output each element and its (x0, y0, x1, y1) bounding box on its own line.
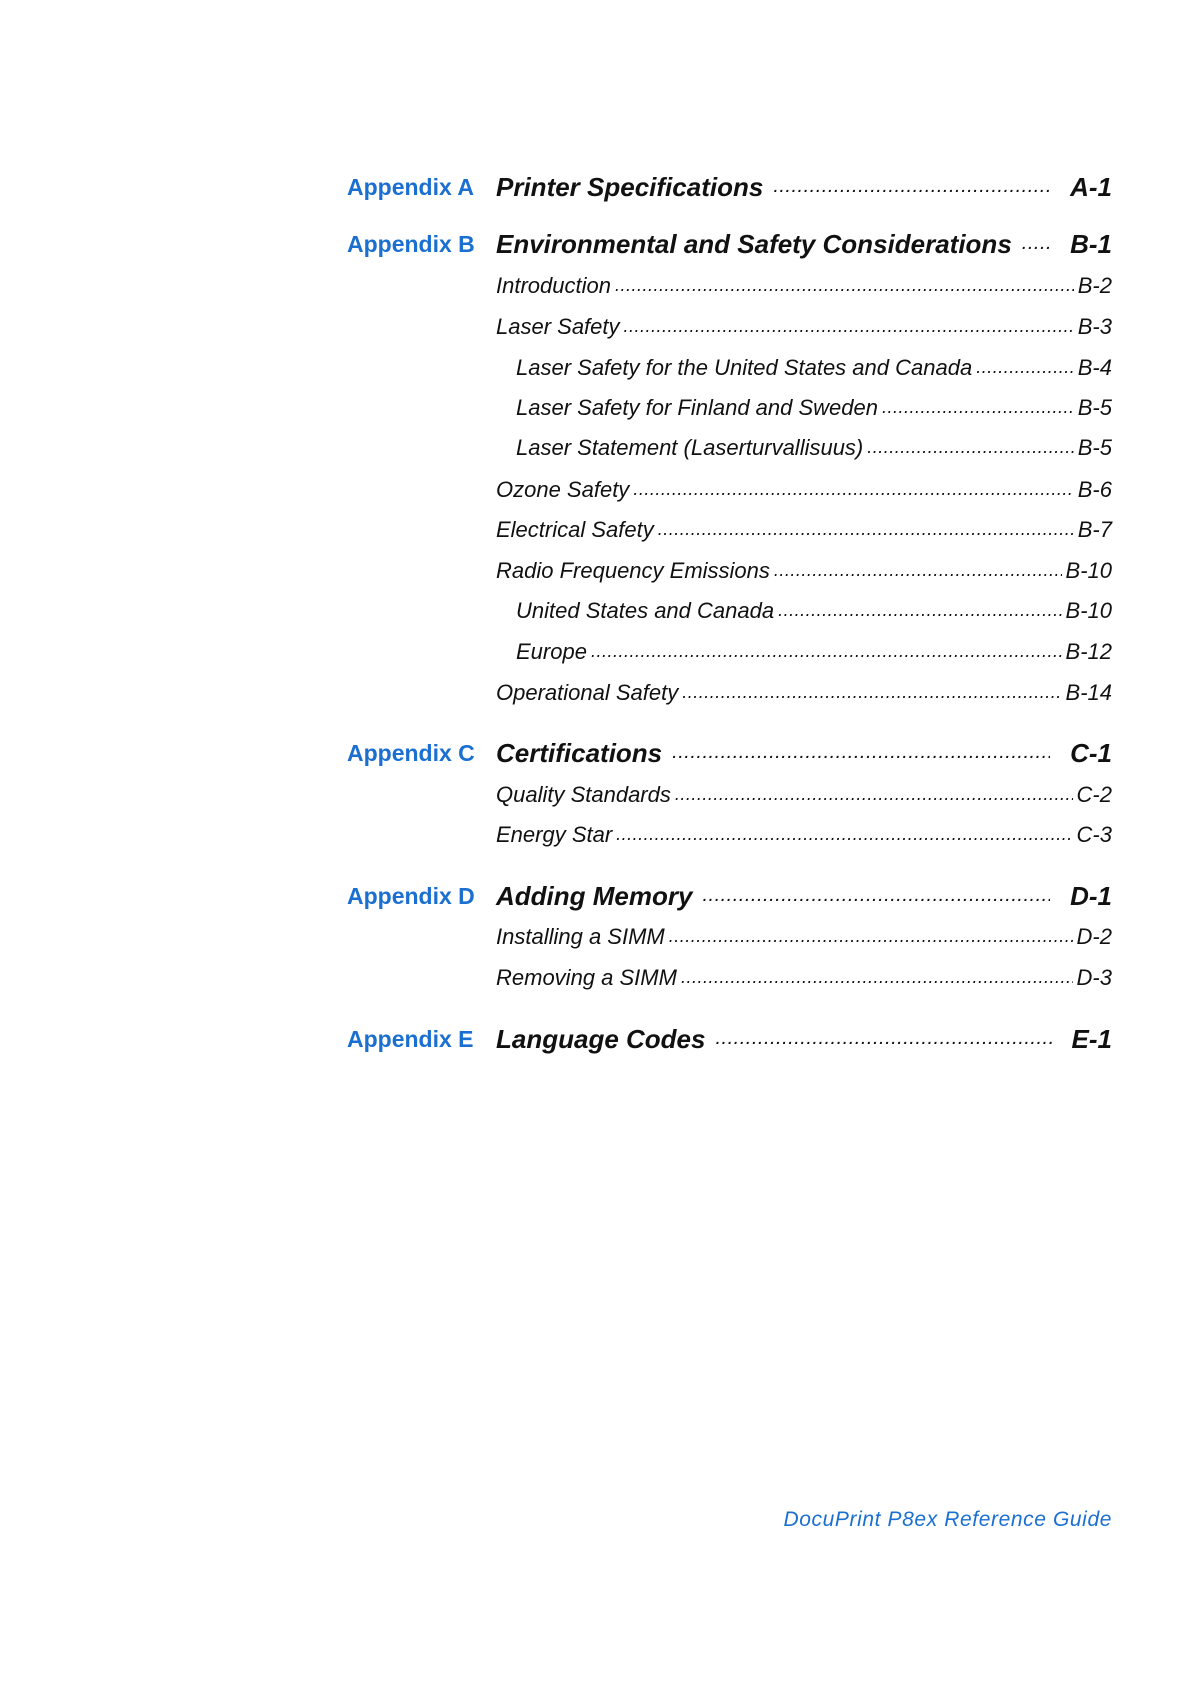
toc-entry[interactable] (0, 470, 1191, 510)
appendix-label: Appendix E (347, 1026, 474, 1052)
dot-leader (624, 307, 1074, 347)
entry-title: Laser Safety for the United States and Canada (516, 355, 973, 380)
dot-leader (867, 428, 1073, 468)
entry-title: Europe (516, 639, 587, 664)
entry-title: Energy Star (496, 822, 613, 847)
toc-chapter-appendix-a[interactable] (0, 167, 1191, 207)
page-number: E-1 (1071, 1023, 1112, 1054)
page-number: C-2 (1076, 782, 1112, 807)
toc-subentry[interactable] (0, 428, 1191, 468)
dot-leader (976, 348, 1074, 388)
entry-title: Ozone Safety (496, 477, 630, 502)
toc-chapter-entry[interactable] (496, 167, 1112, 207)
toc-entry-link[interactable] (496, 673, 1112, 713)
toc-subentry[interactable] (0, 388, 1191, 428)
dot-leader (773, 167, 1050, 207)
entry-title: Radio Frequency Emissions (496, 558, 770, 583)
page-number: B-10 (1065, 558, 1112, 583)
toc-chapter-entry[interactable] (496, 876, 1112, 916)
entry-title: Laser Safety (496, 314, 620, 339)
entry-title: Laser Safety for Finland and Sweden (516, 395, 879, 420)
dot-leader (682, 673, 1061, 713)
page-number: B-12 (1065, 639, 1112, 664)
dot-leader (702, 876, 1050, 916)
dot-leader (675, 775, 1073, 815)
toc-entry[interactable] (0, 673, 1191, 713)
toc-entry[interactable] (0, 307, 1191, 347)
page-number: B-3 (1077, 314, 1112, 339)
chapter-title: Adding Memory (496, 880, 693, 911)
page-number: B-2 (1077, 273, 1112, 298)
page-number: B-5 (1077, 435, 1112, 460)
entry-title: Electrical Safety (496, 517, 654, 542)
toc-entry-link[interactable] (496, 775, 1112, 815)
page-number: B-14 (1065, 680, 1112, 705)
toc-entry-link[interactable] (516, 428, 1112, 468)
toc-entry[interactable] (0, 551, 1191, 591)
entry-title: Operational Safety (496, 680, 679, 705)
footer-guide-title: DocuPrint P8ex Reference Guide (783, 1508, 1112, 1531)
toc-entry-link[interactable] (516, 591, 1112, 631)
dot-leader (591, 632, 1062, 672)
dot-leader (658, 510, 1074, 550)
entry-title: United States and Canada (516, 598, 775, 623)
appendix-label: Appendix B (347, 231, 475, 257)
dot-leader (615, 266, 1074, 306)
chapter-title: Language Codes (496, 1023, 706, 1054)
toc-entry[interactable] (0, 917, 1191, 957)
toc-entry-link[interactable] (516, 388, 1112, 428)
toc-subentry[interactable] (0, 632, 1191, 672)
toc-entry-link[interactable] (496, 815, 1112, 855)
page-number: C-3 (1076, 822, 1112, 847)
appendix-label: Appendix D (347, 883, 475, 909)
toc-entry-link[interactable] (496, 958, 1112, 998)
dot-leader (681, 958, 1073, 998)
appendix-label: Appendix A (347, 174, 474, 200)
entry-title: Laser Statement (Laserturvallisuus) (516, 435, 864, 460)
dot-leader (778, 591, 1061, 631)
entry-title: Installing a SIMM (496, 924, 665, 949)
toc-entry[interactable] (0, 266, 1191, 306)
entry-title: Introduction (496, 273, 611, 298)
dot-leader (715, 1019, 1051, 1059)
page-number: C-1 (1070, 737, 1112, 768)
chapter-title: Certifications (496, 737, 663, 768)
page-number: B-10 (1065, 598, 1112, 623)
page-number: A-1 (1070, 171, 1112, 202)
dot-leader (774, 551, 1062, 591)
chapter-title: Environmental and Safety Considerations (496, 228, 1012, 259)
dot-leader (1022, 224, 1050, 264)
toc-entry-link[interactable] (496, 510, 1112, 550)
toc-entry-link[interactable] (516, 348, 1112, 388)
appendix-label: Appendix C (347, 740, 475, 766)
entry-title: Removing a SIMM (496, 965, 677, 990)
chapter-title: Printer Specifications (496, 171, 764, 202)
dot-leader (616, 815, 1072, 855)
toc-entry[interactable] (0, 815, 1191, 855)
page-number: B-4 (1077, 355, 1112, 380)
toc-entry-link[interactable] (496, 266, 1112, 306)
toc-subentry[interactable] (0, 591, 1191, 631)
dot-leader (669, 917, 1073, 957)
page-number: B-7 (1077, 517, 1112, 542)
toc-chapter-appendix-b[interactable] (0, 224, 1191, 264)
toc-chapter-entry[interactable] (496, 1019, 1112, 1059)
toc-entry[interactable] (0, 510, 1191, 550)
toc-entry[interactable] (0, 775, 1191, 815)
dot-leader (633, 470, 1073, 510)
toc-entry-link[interactable] (516, 632, 1112, 672)
page-number: D-2 (1076, 924, 1112, 949)
dot-leader (672, 733, 1050, 773)
page-number: B-1 (1070, 228, 1112, 259)
toc-chapter-appendix-c[interactable] (0, 733, 1191, 773)
page-number: D-3 (1076, 965, 1112, 990)
toc-subentry[interactable] (0, 348, 1191, 388)
toc-entry-link[interactable] (496, 307, 1112, 347)
toc-chapter-entry[interactable] (496, 733, 1112, 773)
page-number: B-6 (1077, 477, 1112, 502)
dot-leader (882, 388, 1074, 428)
toc-chapter-entry[interactable] (496, 224, 1112, 264)
page-number: D-1 (1070, 880, 1112, 911)
toc-entry-link[interactable] (496, 551, 1112, 591)
entry-title: Quality Standards (496, 782, 671, 807)
page-number: B-5 (1077, 395, 1112, 420)
toc-entry[interactable] (0, 958, 1191, 998)
toc-entry-link[interactable] (496, 917, 1112, 957)
toc-entry-link[interactable] (496, 470, 1112, 510)
toc-chapter-appendix-e[interactable] (0, 1019, 1191, 1059)
toc-chapter-appendix-d[interactable] (0, 876, 1191, 916)
